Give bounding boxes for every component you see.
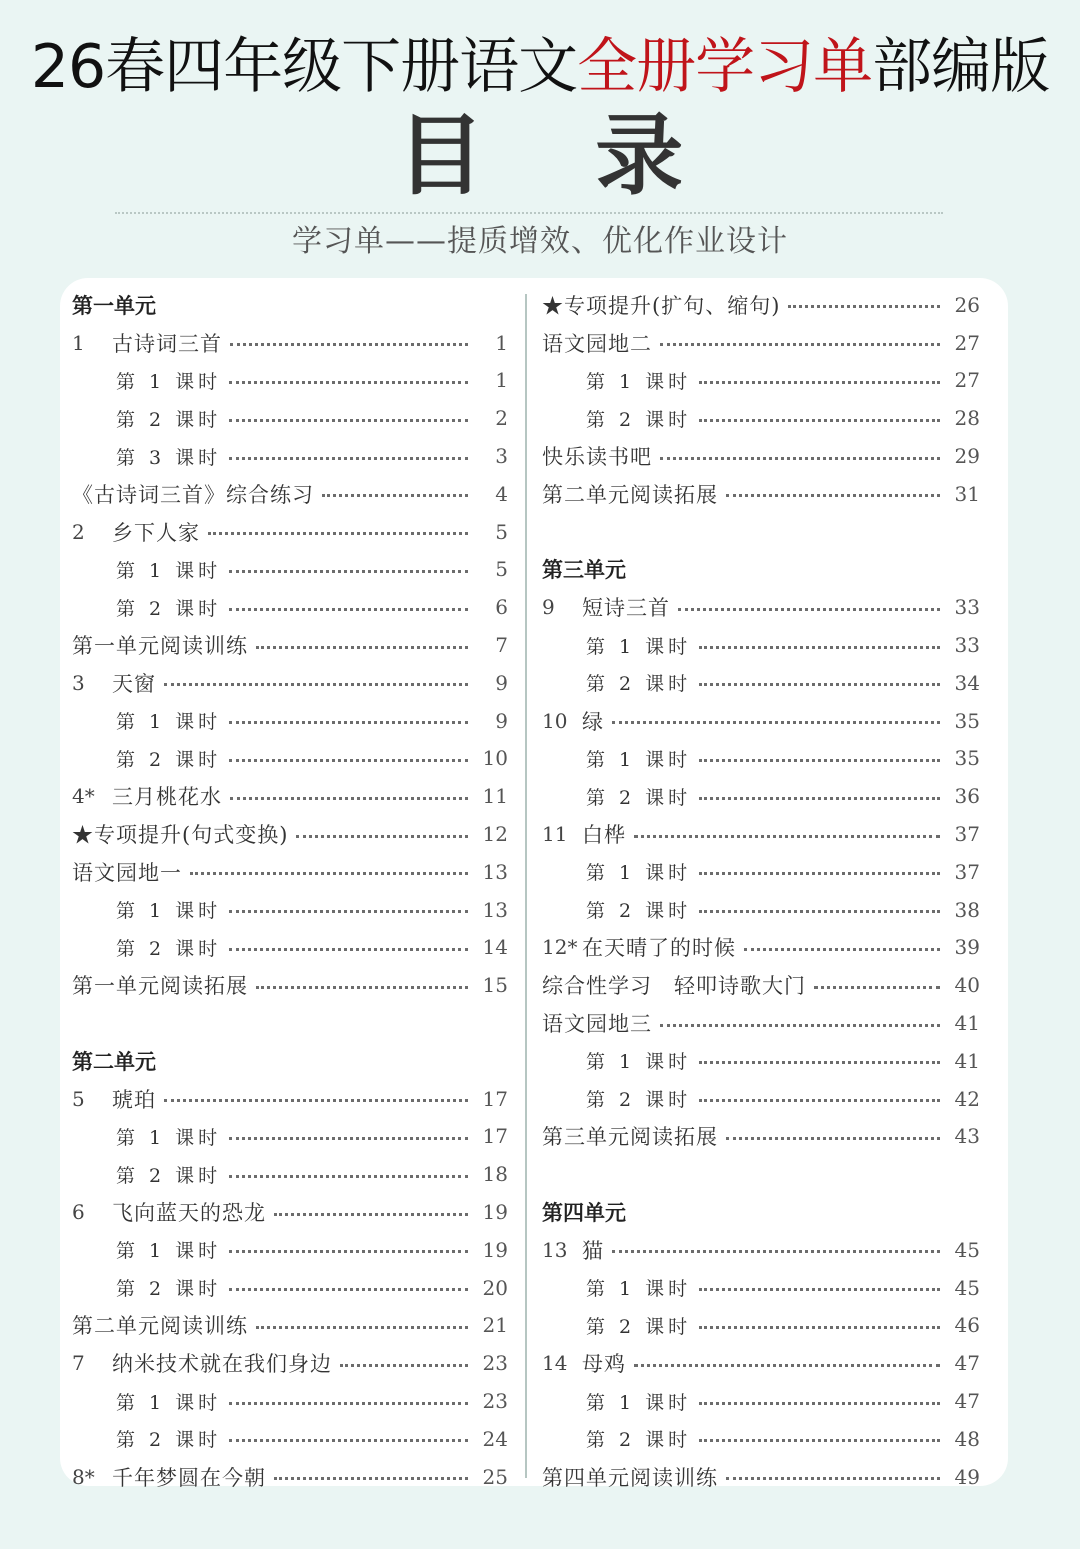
leader-dots — [699, 1326, 940, 1329]
leader-dots — [678, 608, 940, 611]
page-number: 12 — [482, 822, 508, 847]
leader-dots — [190, 872, 468, 875]
item-title: 《古诗词三首》综合练习 — [72, 482, 314, 507]
dotted-rule — [115, 212, 943, 214]
toc-period-row — [72, 437, 508, 475]
period-label: 第 2 课时 — [586, 786, 692, 809]
leader-dots — [699, 1402, 940, 1405]
banner-title — [0, 22, 1080, 112]
page-number: 29 — [954, 444, 980, 469]
item-title: 综合性学习 轻叩诗歌大门 — [542, 974, 806, 999]
period-label: 第 2 课时 — [586, 673, 692, 696]
page-number: 42 — [954, 1086, 980, 1111]
page-number: 5 — [495, 557, 508, 582]
toc-period-row — [72, 1155, 508, 1193]
toc-period-row — [72, 362, 508, 400]
leader-dots — [229, 1439, 468, 1442]
toc-lesson-row — [72, 324, 508, 362]
page-number: 19 — [482, 1237, 508, 1262]
item-title: 语文园地二 — [542, 331, 652, 356]
toc-right-column — [542, 286, 980, 1496]
page-number: 6 — [495, 595, 508, 620]
toc-period-row — [72, 740, 508, 778]
page-number: 1 — [495, 330, 508, 355]
leader-dots — [699, 419, 940, 422]
lesson-number: 14 — [542, 1351, 568, 1376]
leader-dots — [229, 759, 468, 762]
item-title: 第一单元阅读训练 — [72, 634, 248, 659]
page-number: 48 — [954, 1426, 980, 1451]
item-title: ★专项提升(句式变换) — [72, 823, 289, 848]
page-number: 47 — [954, 1351, 980, 1376]
item-title: 第三单元阅读拓展 — [542, 1125, 718, 1150]
lesson-title: 飞向蓝天的恐龙 — [112, 1201, 266, 1226]
leader-dots — [229, 1288, 468, 1291]
lesson-number: 2 — [72, 519, 85, 544]
period-label: 第 2 课时 — [586, 1089, 692, 1112]
toc-period-row — [72, 551, 508, 589]
page-number: 41 — [954, 1048, 980, 1073]
item-title: 语文园地三 — [542, 1012, 652, 1037]
lesson-title: 母鸡 — [582, 1352, 626, 1377]
unit-heading: 第一单元 — [72, 292, 156, 318]
page-number: 38 — [954, 897, 980, 922]
period-label: 第 2 课时 — [586, 1315, 692, 1338]
toc-item-row — [542, 286, 980, 324]
lesson-number: 8* — [72, 1464, 95, 1489]
page-number: 15 — [482, 973, 508, 998]
banner-title-highlight: 全册学习单 — [577, 32, 873, 102]
leader-dots — [726, 1477, 940, 1480]
page-number: 36 — [954, 784, 980, 809]
leader-dots — [699, 759, 940, 762]
lesson-number: 3 — [72, 670, 85, 695]
lesson-number: 6 — [72, 1200, 85, 1225]
toc-item-row — [72, 1307, 508, 1345]
page-number: 40 — [954, 973, 980, 998]
page-number: 24 — [482, 1426, 508, 1451]
lesson-number: 1 — [72, 330, 85, 355]
leader-dots — [660, 1024, 940, 1027]
toc-period-row — [72, 891, 508, 929]
toc-item-row — [542, 1118, 980, 1156]
page-number: 35 — [954, 746, 980, 771]
page-number: 33 — [954, 595, 980, 620]
toc-period-row — [542, 1420, 980, 1458]
leader-dots — [340, 1364, 468, 1367]
period-label: 第 2 课时 — [586, 1429, 692, 1452]
banner-title-part1: 26春四年级下册语文 — [30, 32, 578, 102]
leader-dots — [256, 1326, 468, 1329]
page-number: 10 — [482, 746, 508, 771]
leader-dots — [634, 1364, 940, 1367]
period-label: 第 1 课时 — [586, 635, 692, 658]
item-title: 快乐读书吧 — [542, 445, 652, 470]
column-divider — [525, 294, 527, 1478]
leader-dots — [788, 305, 940, 308]
unit-heading: 第二单元 — [72, 1048, 156, 1074]
toc-period-row — [542, 1080, 980, 1118]
toc-lesson-row — [542, 929, 980, 967]
page-number: 13 — [482, 859, 508, 884]
leader-dots — [660, 343, 940, 346]
leader-dots — [229, 608, 468, 611]
leader-dots — [699, 683, 940, 686]
period-label: 第 2 课时 — [116, 1429, 222, 1452]
leader-dots — [164, 1099, 468, 1102]
lesson-title: 白桦 — [582, 823, 626, 848]
toc-lesson-row — [542, 1231, 980, 1269]
leader-dots — [229, 419, 468, 422]
toc-lesson-row — [72, 664, 508, 702]
item-title: 语文园地一 — [72, 860, 182, 885]
leader-dots — [699, 646, 940, 649]
toc-period-row — [72, 399, 508, 437]
toc-period-row — [542, 1042, 980, 1080]
page-number: 21 — [482, 1313, 508, 1338]
leader-dots — [208, 532, 468, 535]
leader-dots — [229, 457, 468, 460]
period-label: 第 2 课时 — [586, 408, 692, 431]
unit-heading: 第四单元 — [542, 1200, 626, 1226]
toc-period-row — [72, 1420, 508, 1458]
leader-dots — [726, 1137, 940, 1140]
period-label: 第 1 课时 — [586, 370, 692, 393]
leader-dots — [229, 721, 468, 724]
toc-lesson-row — [72, 777, 508, 815]
toc-lesson-row — [72, 1080, 508, 1118]
period-label: 第 1 课时 — [586, 1051, 692, 1074]
leader-dots — [322, 494, 468, 497]
toc-item-row — [72, 475, 508, 513]
toc-period-row — [72, 1118, 508, 1156]
lesson-title: 短诗三首 — [582, 596, 670, 621]
banner-title-part3: 部编版 — [872, 32, 1050, 102]
page-number: 33 — [954, 633, 980, 658]
lesson-number: 9 — [542, 595, 555, 620]
period-label: 第 1 课时 — [116, 1240, 222, 1263]
page-number: 1 — [495, 368, 508, 393]
leader-dots — [274, 1213, 468, 1216]
page-heading: 目 录 — [396, 103, 724, 207]
period-label: 第 1 课时 — [116, 1126, 222, 1149]
toc-lesson-row — [72, 1193, 508, 1231]
page-number: 11 — [482, 784, 508, 809]
leader-dots — [229, 1137, 468, 1140]
lesson-title: 绿 — [582, 709, 604, 734]
toc-item-row — [72, 853, 508, 891]
item-title: 第四单元阅读训练 — [542, 1465, 718, 1490]
leader-dots — [814, 986, 940, 989]
toc-period-row — [542, 1269, 980, 1307]
period-label: 第 1 课时 — [116, 559, 222, 582]
page-number: 45 — [954, 1275, 980, 1300]
toc-period-row — [542, 777, 980, 815]
page-number: 47 — [954, 1389, 980, 1413]
lesson-title: 琥珀 — [112, 1087, 156, 1112]
toc-lesson-row — [542, 1344, 980, 1382]
toc-lesson-row — [542, 702, 980, 740]
toc-lesson-row — [542, 815, 980, 853]
page-number: 13 — [482, 897, 508, 922]
page-number: 4 — [495, 481, 508, 506]
page-number: 2 — [495, 406, 508, 431]
period-label: 第 2 课时 — [116, 1278, 222, 1301]
period-label: 第 2 课时 — [586, 900, 692, 923]
period-label: 第 2 课时 — [116, 408, 222, 431]
toc-item-row — [72, 966, 508, 1004]
period-label: 第 2 课时 — [116, 1164, 222, 1187]
period-label: 第 2 课时 — [116, 597, 222, 620]
item-title: 第二单元阅读拓展 — [542, 482, 718, 507]
page-number: 43 — [954, 1124, 980, 1149]
period-label: 第 3 课时 — [116, 446, 222, 469]
lesson-number: 4* — [72, 784, 95, 809]
leader-dots — [660, 457, 940, 460]
page-number: 23 — [482, 1389, 508, 1413]
toc-period-row — [72, 1269, 508, 1307]
leader-dots — [230, 343, 468, 346]
toc-period-row — [542, 1382, 980, 1420]
leader-dots — [612, 721, 940, 724]
page-number: 9 — [495, 670, 508, 695]
toc-item-row — [72, 626, 508, 664]
period-label: 第 1 课时 — [586, 748, 692, 771]
page-number: 39 — [954, 935, 980, 960]
page-number: 35 — [954, 708, 980, 733]
page-number: 45 — [954, 1237, 980, 1262]
lesson-title: 千年梦圆在今朝 — [112, 1465, 266, 1490]
page-number: 19 — [482, 1200, 508, 1225]
leader-dots — [726, 494, 940, 497]
leader-dots — [612, 1250, 940, 1253]
page-number: 23 — [482, 1351, 508, 1376]
lesson-number: 7 — [72, 1351, 85, 1376]
toc-lesson-row — [72, 1344, 508, 1382]
leader-dots — [699, 1288, 940, 1291]
toc-item-row — [542, 1458, 980, 1496]
lesson-title: 天窗 — [112, 671, 156, 696]
toc-item-row — [542, 475, 980, 513]
page-number: 27 — [954, 330, 980, 355]
period-label: 第 1 课时 — [116, 370, 222, 393]
toc-lesson-row — [72, 513, 508, 551]
period-label: 第 2 课时 — [116, 748, 222, 771]
toc-period-row — [542, 891, 980, 929]
leader-dots — [229, 381, 468, 384]
item-title: 第一单元阅读拓展 — [72, 974, 248, 999]
lesson-title: 古诗词三首 — [112, 331, 222, 356]
lesson-title: 三月桃花水 — [112, 785, 222, 810]
lesson-number: 13 — [542, 1237, 568, 1262]
toc-period-row — [542, 362, 980, 400]
page-number: 26 — [954, 292, 980, 317]
leader-dots — [229, 1402, 468, 1405]
toc-period-row — [72, 929, 508, 967]
page-number: 17 — [482, 1124, 508, 1149]
toc-period-row — [72, 588, 508, 626]
item-title: ★专项提升(扩句、缩句) — [542, 293, 781, 318]
leader-dots — [699, 872, 940, 875]
lesson-title: 猫 — [582, 1238, 604, 1263]
page-number: 37 — [954, 859, 980, 884]
page-number: 20 — [482, 1275, 508, 1300]
toc-item-row — [542, 1004, 980, 1042]
lesson-number: 10 — [542, 708, 568, 733]
page-number: 3 — [495, 444, 508, 469]
toc-period-row — [72, 1231, 508, 1269]
leader-dots — [230, 797, 468, 800]
lesson-number: 5 — [72, 1086, 85, 1111]
toc-item-row — [542, 966, 980, 1004]
lesson-number: 11 — [542, 822, 568, 847]
page-number: 37 — [954, 822, 980, 847]
page-number: 17 — [482, 1086, 508, 1111]
leader-dots — [699, 1099, 940, 1102]
page-number: 14 — [482, 935, 508, 960]
page-subtitle: 学习单——提质增效、优化作业设计 — [292, 224, 788, 259]
lesson-title: 纳米技术就在我们身边 — [112, 1352, 332, 1377]
toc-item-row — [542, 437, 980, 475]
toc-period-row — [542, 853, 980, 891]
period-label: 第 1 课时 — [586, 1278, 692, 1301]
leader-dots — [164, 683, 468, 686]
toc-period-row — [542, 626, 980, 664]
toc-lesson-row — [542, 588, 980, 626]
toc-left-column — [72, 286, 508, 1496]
item-title: 第二单元阅读训练 — [72, 1314, 248, 1339]
toc-lesson-row — [72, 1458, 508, 1496]
page-number: 49 — [954, 1464, 980, 1489]
leader-dots — [274, 1477, 468, 1480]
period-label: 第 1 课时 — [116, 1391, 222, 1414]
leader-dots — [229, 1175, 468, 1178]
page-number: 18 — [482, 1162, 508, 1187]
toc-period-row — [542, 740, 980, 778]
page-number: 31 — [954, 481, 980, 506]
toc-spacer — [542, 1155, 980, 1193]
page-number: 34 — [954, 670, 980, 695]
leader-dots — [229, 1250, 468, 1253]
period-label: 第 1 课时 — [586, 1391, 692, 1414]
toc-spacer — [72, 1004, 508, 1042]
leader-dots — [256, 986, 468, 989]
leader-dots — [229, 910, 468, 913]
toc-item-row — [72, 815, 508, 853]
period-label: 第 1 课时 — [116, 711, 222, 734]
lesson-title: 乡下人家 — [112, 520, 200, 545]
page-number: 46 — [954, 1313, 980, 1338]
leader-dots — [699, 381, 940, 384]
toc-item-row — [542, 324, 980, 362]
lesson-number: 12* — [542, 935, 578, 960]
leader-dots — [229, 570, 468, 573]
page-number: 27 — [954, 368, 980, 393]
period-label: 第 1 课时 — [116, 900, 222, 923]
page-number: 7 — [495, 633, 508, 658]
toc-period-row — [72, 702, 508, 740]
unit-heading: 第三单元 — [542, 557, 626, 583]
leader-dots — [229, 948, 468, 951]
period-label: 第 1 课时 — [586, 862, 692, 885]
toc-period-row — [542, 399, 980, 437]
toc-period-row — [542, 664, 980, 702]
leader-dots — [744, 948, 940, 951]
period-label: 第 2 课时 — [116, 937, 222, 960]
leader-dots — [634, 835, 940, 838]
lesson-title: 在天晴了的时候 — [582, 936, 736, 961]
page-number: 9 — [495, 708, 508, 733]
leader-dots — [699, 1061, 940, 1064]
toc-spacer — [542, 513, 980, 551]
leader-dots — [699, 910, 940, 913]
leader-dots — [699, 1439, 940, 1442]
page-number: 5 — [495, 519, 508, 544]
page-number: 28 — [954, 406, 980, 431]
leader-dots — [296, 835, 468, 838]
leader-dots — [256, 646, 468, 649]
toc-period-row — [72, 1382, 508, 1420]
page-number: 41 — [954, 1011, 980, 1036]
page-number: 25 — [482, 1464, 508, 1489]
toc-period-row — [542, 1307, 980, 1345]
leader-dots — [699, 797, 940, 800]
